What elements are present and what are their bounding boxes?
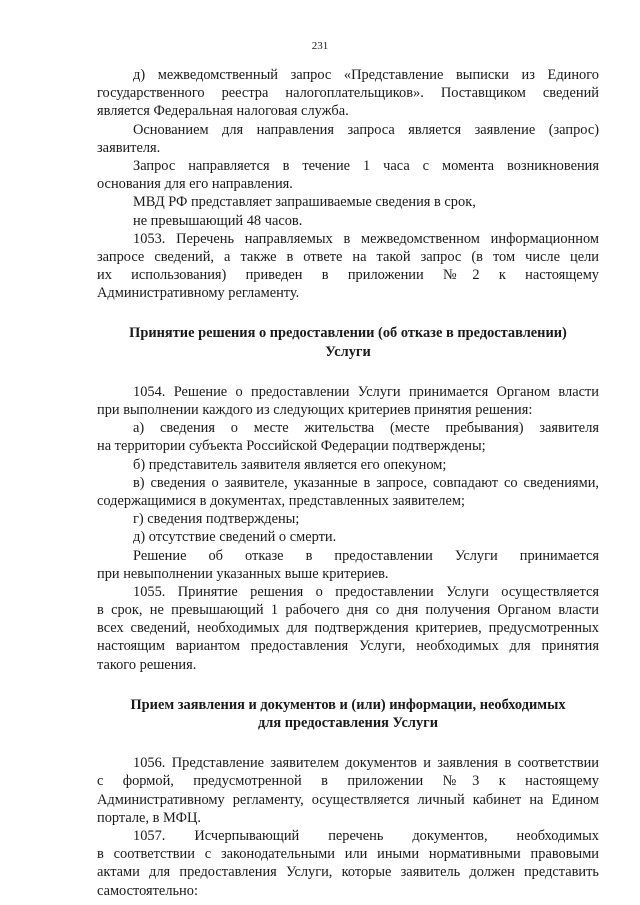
paragraph bbox=[97, 827, 599, 900]
section-heading: для предоставления Услуги bbox=[257, 715, 439, 731]
text-line: д) отсутствие сведений о смерти. bbox=[133, 529, 337, 546]
text-line: является Федеральная налоговая служба. bbox=[97, 103, 349, 120]
paragraph bbox=[97, 383, 599, 547]
text-line: г) сведения подтверждены; bbox=[133, 511, 300, 528]
text-line: запросе сведений, а также в ответе на такой запрос (в том числе цели bbox=[97, 248, 599, 265]
document-body bbox=[97, 66, 599, 900]
paragraph bbox=[97, 157, 599, 193]
text-line: 1054. Решение о предоставлении Услуги принимается Органом власти bbox=[133, 383, 599, 400]
spacer bbox=[97, 302, 599, 324]
page-number: 231 bbox=[311, 40, 329, 52]
text-line: не превышающий 48 часов. bbox=[133, 212, 303, 229]
section-heading: Услуги bbox=[325, 343, 371, 360]
text-line: в) сведения о заявителе, указанные в запросе, совпадают со сведениями, bbox=[133, 474, 599, 491]
paragraph bbox=[97, 230, 599, 303]
text-line: на территории субъекта Российской Федерации подтверждены; bbox=[97, 438, 486, 455]
text-line: д) межведомственный запрос «Представление выписки из Единого bbox=[133, 67, 599, 83]
text-line: Административному регламенту. bbox=[97, 285, 300, 302]
paragraph bbox=[97, 583, 599, 674]
text-line: портале, в МФЦ. bbox=[97, 809, 202, 826]
text-line: 1057. Исчерпывающий перечень документов, необходимых bbox=[133, 827, 599, 844]
text-line: Административному регламенту, осуществляется личный кабинет на Едином bbox=[97, 791, 599, 808]
text-line: Решение об отказе в предоставлении Услуги принимается bbox=[133, 547, 599, 564]
text-line: Запрос направляется в течение 1 часа с момента возникновения bbox=[133, 157, 599, 174]
paragraph bbox=[97, 547, 599, 583]
text-line: содержащимися в документах, представленных заявителем; bbox=[97, 492, 465, 509]
spacer bbox=[97, 674, 599, 696]
text-line: а) сведения о месте жительства (месте пребывания) заявителя bbox=[133, 420, 599, 437]
text-line: актами для предоставления Услуги, которые заявитель должен представить bbox=[97, 864, 599, 881]
section-heading: Прием заявления и документов и (или) информации, необходимых bbox=[130, 696, 566, 713]
text-line: при невыполнении указанных выше критериев. bbox=[97, 565, 389, 582]
text-line: основания для его направления. bbox=[97, 176, 293, 193]
text-line: 1053. Перечень направляемых в межведомственном информационном bbox=[133, 230, 599, 247]
text-line: при выполнении каждого из следующих критериев принятия решения: bbox=[97, 402, 533, 418]
text-line: самостоятельно: bbox=[97, 882, 198, 899]
text-line: в срок, не превышающий 1 рабочего дня со дня получения Органом власти bbox=[97, 602, 599, 619]
paragraph bbox=[97, 193, 599, 229]
text-line: в соответствии с законодательными или иными нормативными правовыми bbox=[97, 846, 599, 863]
spacer bbox=[97, 361, 599, 383]
spacer bbox=[97, 732, 599, 754]
text-line: б) представитель заявителя является его опекуном; bbox=[133, 456, 447, 473]
text-line: с формой, предусмотренной в приложении №3 к настоящему bbox=[97, 773, 599, 790]
text-line: государственного реестра налогоплательщиков». Поставщиком сведений bbox=[97, 85, 599, 102]
text-line: 1055. Принятие решения о предоставлении Услуги осуществляется bbox=[133, 583, 599, 600]
text-line: заявителя. bbox=[97, 139, 161, 156]
text-line: Основанием для направления запроса является заявление (запрос) bbox=[133, 121, 599, 138]
text-line: 1056. Представление заявителем документов и заявления в соответствии bbox=[133, 755, 599, 772]
text-line: МВД РФ представляет запрашиваемые сведения в срок, bbox=[133, 194, 476, 211]
section-heading: Принятие решения о предоставлении (об отказе в предоставлении) bbox=[129, 325, 567, 342]
text-line: такого решения. bbox=[97, 656, 197, 673]
text-line: их использования) приведен в приложении №2 к настоящему bbox=[97, 267, 599, 284]
text-line: всех сведений, необходимых для подтверждения критериев, предусмотренных bbox=[97, 620, 599, 637]
paragraph bbox=[97, 121, 599, 157]
paragraph bbox=[97, 754, 599, 827]
text-line: настоящим вариантом предоставления Услуги, необходимых для принятия bbox=[97, 638, 599, 655]
paragraph bbox=[97, 66, 599, 121]
